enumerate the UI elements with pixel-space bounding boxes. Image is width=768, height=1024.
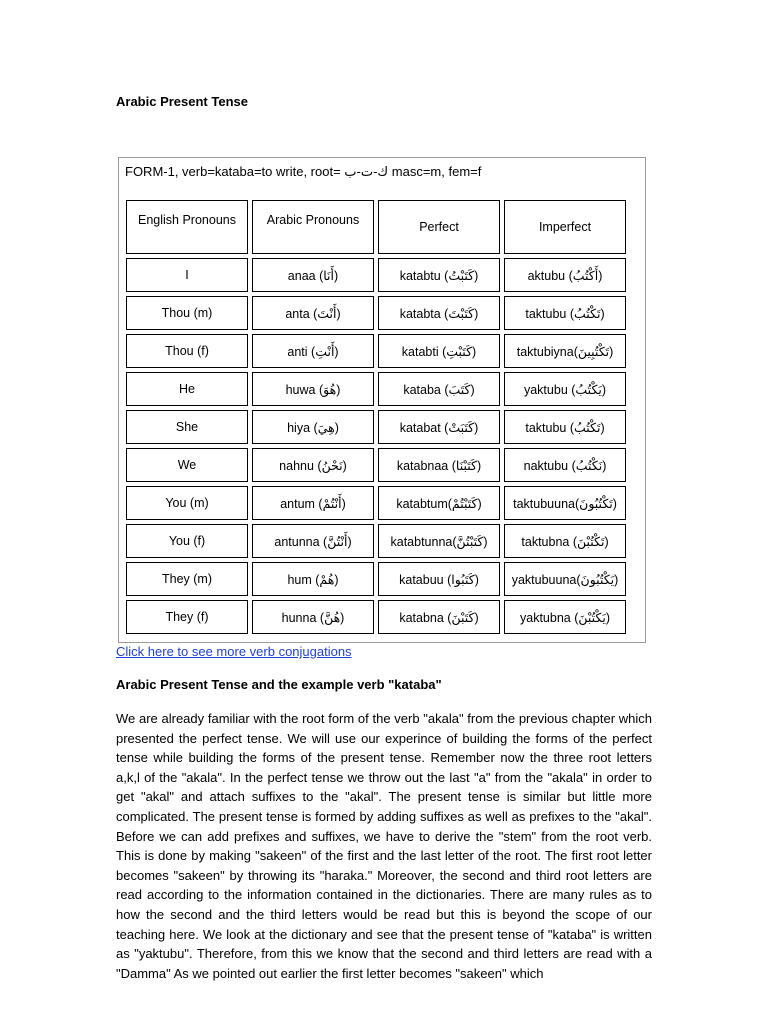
perfect-cell: katabti (كَتَبْتِ) bbox=[378, 334, 500, 368]
header-imperfect: Imperfect bbox=[504, 200, 626, 254]
imperfect-cell: yaktubu (يَكْتُبُ) bbox=[504, 372, 626, 406]
table-header-row bbox=[126, 200, 626, 254]
english-pronoun-cell: They (f) bbox=[126, 600, 248, 634]
imperfect-cell: taktubu (تَكْتُبُ) bbox=[504, 410, 626, 444]
table-row bbox=[126, 372, 626, 406]
perfect-cell: katabuu (كَتَبُوا) bbox=[378, 562, 500, 596]
perfect-cell: katabtu (كَتَبْتُ) bbox=[378, 258, 500, 292]
english-pronoun-cell: She bbox=[126, 410, 248, 444]
arabic-pronoun-cell: anti (أَنْتِ) bbox=[252, 334, 374, 368]
imperfect-cell: yaktubuuna(يَكْتُبُونَ) bbox=[504, 562, 626, 596]
arabic-pronoun-cell: huwa (هُوَ) bbox=[252, 372, 374, 406]
english-pronoun-cell: Thou (f) bbox=[126, 334, 248, 368]
english-pronoun-cell: We bbox=[126, 448, 248, 482]
english-pronoun-cell: I bbox=[126, 258, 248, 292]
more-verb-conjugations-link[interactable]: Click here to see more verb conjugations bbox=[116, 644, 352, 659]
table-row bbox=[126, 296, 626, 330]
perfect-cell: katabnaa (كَتَبْنَا) bbox=[378, 448, 500, 482]
table-row bbox=[126, 410, 626, 444]
header-perfect: Perfect bbox=[378, 200, 500, 254]
imperfect-cell: taktubu (تَكْتُبُ) bbox=[504, 296, 626, 330]
arabic-pronoun-cell: anaa (أَنَا) bbox=[252, 258, 374, 292]
section-title: Arabic Present Tense and the example verb "kataba" bbox=[116, 677, 442, 692]
english-pronoun-cell: They (m) bbox=[126, 562, 248, 596]
perfect-cell: kataba (كَتَبَ) bbox=[378, 372, 500, 406]
perfect-cell: katabta (كَتَبْتَ) bbox=[378, 296, 500, 330]
table-row bbox=[126, 600, 626, 634]
table-row bbox=[126, 334, 626, 368]
imperfect-cell: aktubu (أَكْتُبُ) bbox=[504, 258, 626, 292]
imperfect-cell: taktubuuna(تَكْتُبُونَ) bbox=[504, 486, 626, 520]
english-pronoun-cell: He bbox=[126, 372, 248, 406]
conjugation-table bbox=[122, 196, 630, 638]
table-caption: FORM-1, verb=kataba=to write, root= ك-ت-ب masc=m, fem=f bbox=[125, 164, 482, 179]
perfect-cell: katabtum(كَتَبْتُمْ) bbox=[378, 486, 500, 520]
header-arabic-pronouns: Arabic Pronouns bbox=[252, 200, 374, 254]
arabic-pronoun-cell: hum (هُمْ) bbox=[252, 562, 374, 596]
english-pronoun-cell: You (f) bbox=[126, 524, 248, 558]
table-row bbox=[126, 562, 626, 596]
header-english-pronouns: English Pronouns bbox=[126, 200, 248, 254]
imperfect-cell: yaktubna (يَكْتُبْنَ) bbox=[504, 600, 626, 634]
arabic-pronoun-cell: anta (أَنْتَ) bbox=[252, 296, 374, 330]
page-title: Arabic Present Tense bbox=[116, 94, 248, 109]
arabic-pronoun-cell: hunna (هُنَّ) bbox=[252, 600, 374, 634]
perfect-cell: katabat (كَتَبَتْ) bbox=[378, 410, 500, 444]
body-paragraph: We are already familiar with the root form of the verb "akala" from the previous chapter which presented the perfect tense. We will use our experince of building the forms of the perfect tense while building the forms of the present tense. Remember now the three root letters a,k,l of the "akala". In the perfect tense we throw out the last "a" from the "akala" in order to get "akal" and attach suffixes to the "akal". The present tense is similar but little more complicated. The present tense is formed by adding suffixes as well as prefixes to the "akal". Before we can add prefixes and suffixes, we have to derive the "stem" from the root verb. This is done by making "sakeen" of the first and the last letter of the root. The first root letter becomes "sakeen" by throwing its "haraka." Moreover, the second and third root letters are read according to the information contained in the dictionaries. There are many rules as to how the second and the third letters would be read but this is beyond the scope of our teaching here. We look at the dictionary and see that the present tense of "kataba" is written as "yaktubu". Therefore, from this we know that the second and third letters are read with a "Damma" As we pointed out earlier the first letter becomes "sakeen" which bbox=[116, 711, 652, 981]
arabic-pronoun-cell: hiya (هِيَ) bbox=[252, 410, 374, 444]
conjugation-table-frame bbox=[118, 157, 646, 643]
table-row bbox=[126, 448, 626, 482]
arabic-pronoun-cell: nahnu (نَحْنُ) bbox=[252, 448, 374, 482]
table-row bbox=[126, 486, 626, 520]
arabic-pronoun-cell: antum (أَنْتُمْ) bbox=[252, 486, 374, 520]
english-pronoun-cell: Thou (m) bbox=[126, 296, 248, 330]
imperfect-cell: naktubu (نَكْتُبُ) bbox=[504, 448, 626, 482]
imperfect-cell: taktubiyna(تَكْتُبِينَ) bbox=[504, 334, 626, 368]
english-pronoun-cell: You (m) bbox=[126, 486, 248, 520]
table-row bbox=[126, 524, 626, 558]
imperfect-cell: taktubna (تَكْتُبْنَ) bbox=[504, 524, 626, 558]
perfect-cell: katabtunna(كَتَبْتُنَّ) bbox=[378, 524, 500, 558]
perfect-cell: katabna (كَتَبْنَ) bbox=[378, 600, 500, 634]
table-row bbox=[126, 258, 626, 292]
arabic-pronoun-cell: antunna (أَنْتُنَّ) bbox=[252, 524, 374, 558]
